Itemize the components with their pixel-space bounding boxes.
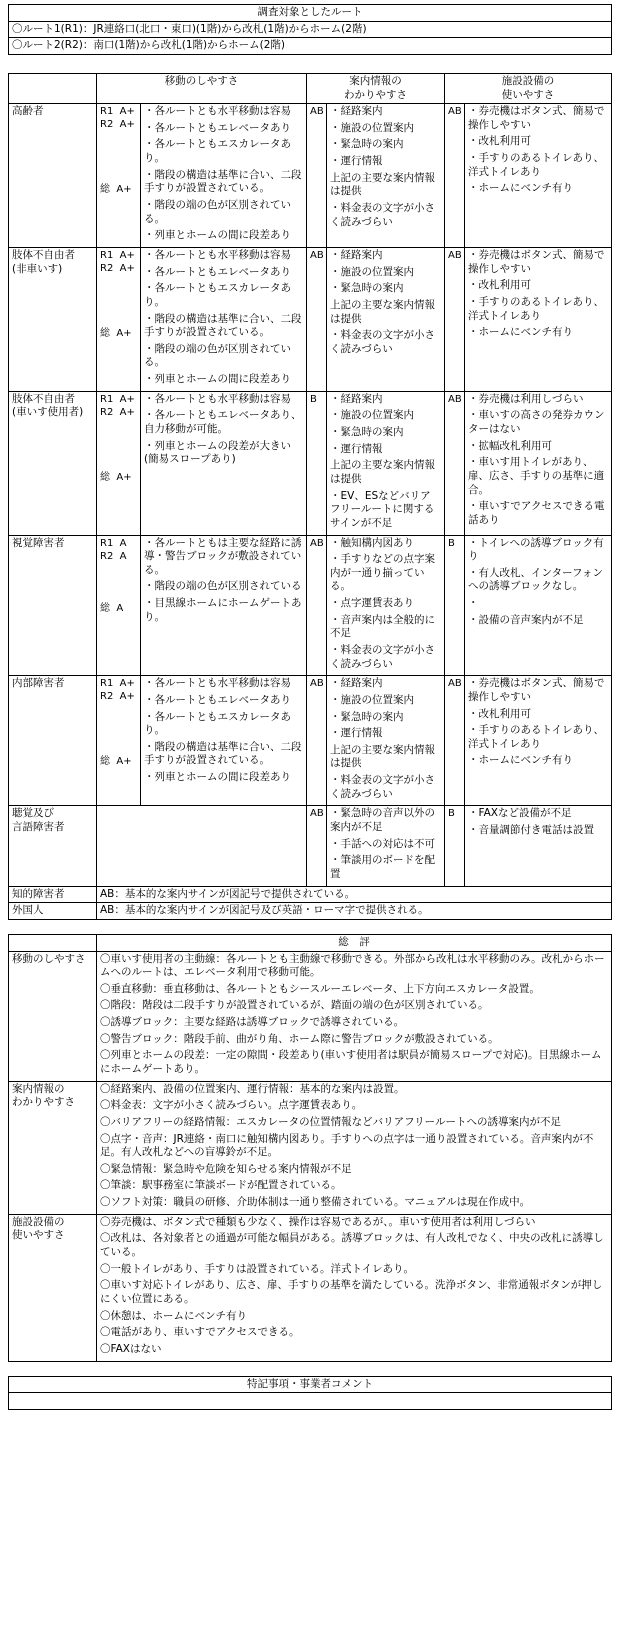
- remarks-header: 特記事項・事業者コメント: [9, 1376, 612, 1393]
- info-note: ・料金表の文字が小さく読みづらい: [330, 643, 435, 670]
- summary-item: 〇経路案内、設備の位置案内、運行情報：基本的な案内は設置。: [100, 1082, 405, 1095]
- facility-note: ・音量調節付き電話は設置: [468, 824, 594, 837]
- facility-note: ・改札利用可: [468, 135, 531, 148]
- summary-header: 総 評: [97, 934, 612, 951]
- info-note: ・経路案内: [330, 392, 383, 405]
- mobility-note: ・階段の端の色が区別されている: [144, 580, 302, 593]
- mobility-rating: R1 A+ R2 A+ 総 A+: [97, 104, 141, 248]
- mobility-rating: R1 A+ R2 A+ 総 A+: [97, 391, 141, 535]
- evaluation-row: [9, 676, 612, 806]
- facility-note: ・設備の音声案内が不足: [468, 613, 584, 626]
- summary-label: 案内情報の わかりやすさ: [9, 1081, 97, 1214]
- info-note: ・経路案内: [330, 248, 383, 261]
- evaluation-row: [9, 104, 612, 248]
- facility-rating: AB: [445, 104, 465, 248]
- mobility-note: ・各ルートとも水平移動は容易: [144, 105, 291, 118]
- facility-note: ・ホームにベンチ有り: [468, 182, 573, 195]
- mobility-blank: [97, 806, 307, 886]
- mobility-note: ・階段の構造は基準に合い、二段手すりが設置されている。: [144, 312, 302, 339]
- info-note: ・施設の位置案内: [330, 693, 414, 706]
- summary-item: 〇緊急情報：緊急時や危険を知らせる案内情報が不足: [100, 1162, 352, 1175]
- info-note: 上記の主要な案内情報は提供: [330, 459, 435, 485]
- header-mobility: 移動のしやすさ: [97, 73, 307, 103]
- mobility-note: ・各ルートともエレベータあり: [144, 693, 291, 706]
- facility-rating: AB: [445, 391, 465, 535]
- mobility-note: ・各ルートとも水平移動は容易: [144, 248, 291, 261]
- info-note: ・緊急時の案内: [330, 710, 404, 723]
- info-rating: AB: [307, 247, 327, 391]
- info-note: ・触知構内図あり: [330, 536, 414, 549]
- user-group: 視覚障害者: [9, 535, 97, 676]
- info-rating: AB: [307, 104, 327, 248]
- info-note: 上記の主要な案内情報は提供: [330, 743, 435, 770]
- summary-label: 施設設備の 使いやすさ: [9, 1214, 97, 1361]
- evaluation-row: [9, 247, 612, 391]
- info-rating: AB: [307, 676, 327, 806]
- summary-item: 〇改札は、各対象者との通過が可能な幅員がある。誘導ブロックは、有人改札でなく、中央の改札に誘導している。: [100, 1232, 604, 1259]
- info-note: ・緊急時の音声以外の案内が不足: [330, 807, 435, 834]
- mobility-note: ・階段の構造は基準に合い、二段手すりが設置されている。: [144, 740, 302, 767]
- facility-note: ・券売機はボタン式、簡易で操作しやすい: [468, 677, 605, 703]
- facility-rating: B: [445, 535, 465, 676]
- facility-note: ・券売機は利用しづらい: [468, 392, 584, 405]
- summary-item: 〇誘導ブロック：主要な経路は誘導ブロックで誘導されている。: [100, 1016, 405, 1029]
- facility-note: ・手すりのあるトイレあり、洋式トイレあり: [468, 724, 604, 750]
- info-rating: B: [307, 391, 327, 535]
- summary-item: 〇警告ブロック：階段手前、曲がり角、ホーム際に警告ブロックが敷設されている。: [100, 1032, 499, 1045]
- mobility-note: ・列車とホームの間に段差あり: [144, 229, 291, 242]
- info-note: ・運行情報: [330, 155, 383, 168]
- user-group: 外国人: [9, 903, 97, 920]
- facility-note: ・券売機はボタン式、簡易で操作しやすい: [468, 248, 605, 275]
- facility-note: ・改札利用可: [468, 279, 531, 292]
- mobility-note: ・階段の端の色が区別されている。: [144, 199, 291, 225]
- summary-items: [97, 951, 612, 1081]
- mobility-note: ・各ルートともエスカレータあり。: [144, 710, 291, 737]
- user-group: 肢体不自由者 (車いす使用者): [9, 391, 97, 535]
- group-note: AB：基本的な案内サインが図記号で提供されている。: [97, 886, 612, 903]
- info-note: ・運行情報: [330, 727, 383, 740]
- mobility-note: ・各ルートともエレベータあり、自力移動が可能。: [144, 409, 302, 436]
- summary-item: 〇ソフト対策：職員の研修、介助体制は一通り整備されている。マニュアルは現在作成中。: [100, 1196, 531, 1209]
- mobility-note: ・目黒線ホームにホームゲートあり。: [144, 597, 302, 623]
- summary-header-blank: [9, 934, 97, 951]
- summary-item: 〇電話があり、車いすでアクセスできる。: [100, 1326, 300, 1339]
- summary-item: 〇券売機は、ボタン式で種類も少なく、操作は容易であるが、。車いす使用者は利用しづらい: [100, 1215, 536, 1228]
- summary-item: 〇バリアフリーの経路情報：エスカレータの位置情報などバリアフリールートへの誘導案内が不足: [100, 1115, 561, 1128]
- facility-notes: [465, 676, 612, 806]
- info-note: ・手話への対応は不可: [330, 837, 435, 850]
- summary-item: 〇FAXはない: [100, 1342, 162, 1355]
- info-note: ・施設の位置案内: [330, 265, 414, 278]
- mobility-note: ・各ルートともエスカレータあり。: [144, 282, 291, 308]
- mobility-rating: R1 A R2 A 総 A: [97, 535, 141, 676]
- info-rating: AB: [307, 535, 327, 676]
- info-note: ・料金表の文字が小さく読みづらい: [330, 329, 435, 355]
- summary-item: 〇一般トイレがあり、手すりは設置されている。洋式トイレあり。: [100, 1262, 414, 1275]
- facility-note: ・車いすの高さの発券カウンターはない: [468, 409, 605, 436]
- facility-note: ・ホームにベンチ有り: [468, 754, 573, 767]
- user-group: 高齢者: [9, 104, 97, 248]
- mobility-note: ・列車とホームの間に段差あり: [144, 771, 291, 784]
- facility-note: ・改札利用可: [468, 707, 531, 720]
- info-notes: [327, 391, 445, 535]
- summary-item: 〇垂直移動：垂直移動は、各ルートともシースルーエレベータ、上下方向エスカレータ設置。: [100, 982, 540, 995]
- mobility-note: ・各ルートともエスカレータあり。: [144, 138, 291, 165]
- summary-items: [97, 1214, 612, 1361]
- facility-rating: AB: [445, 247, 465, 391]
- summary-item: 〇車いす対応トイレがあり、広さ、扉、手すりの基準を満たしている。洗浄ボタン、非常通報ボタンが押しにくい位置にある。: [100, 1279, 603, 1305]
- info-note: ・音声案内は全般的に不足: [330, 613, 435, 640]
- user-group: 肢体不自由者 (非車いす): [9, 247, 97, 391]
- mobility-notes: [141, 247, 307, 391]
- evaluation-header-row: [9, 73, 612, 103]
- facility-rating: AB: [445, 676, 465, 806]
- summary-row: [9, 951, 612, 1081]
- evaluation-table: [8, 73, 612, 920]
- facility-note: ・拡幅改札利用可: [468, 439, 552, 452]
- remarks-body: [9, 1393, 612, 1410]
- info-note: ・緊急時の案内: [330, 282, 404, 295]
- info-note: ・緊急時の案内: [330, 426, 404, 439]
- mobility-notes: [141, 391, 307, 535]
- survey-title: 調査対象としたルート: [9, 5, 612, 22]
- mobility-note: ・列車とホームの間に段差あり: [144, 373, 291, 386]
- mobility-note: ・各ルートとも水平移動は容易: [144, 392, 291, 405]
- mobility-notes: [141, 676, 307, 806]
- info-note: ・筆談用のボードを配置: [330, 854, 435, 880]
- mobility-rating: R1 A+ R2 A+ 総 A+: [97, 247, 141, 391]
- summary-row: [9, 1214, 612, 1361]
- facility-note: ・: [468, 597, 479, 610]
- user-group: 知的障害者: [9, 886, 97, 903]
- facility-note: ・券売機はボタン式、簡易で操作しやすい: [468, 105, 605, 131]
- mobility-note: ・列車とホームの段差が大きい(簡易スロープあり): [144, 439, 291, 466]
- facility-notes: [465, 247, 612, 391]
- facility-notes: [465, 806, 612, 886]
- mobility-rating: R1 A+ R2 A+ 総 A+: [97, 676, 141, 806]
- facility-note: ・手すりのあるトイレあり、洋式トイレあり: [468, 152, 604, 178]
- group-note: AB：基本的な案内サインが図記号及び英語・ローマ字で提供される。: [97, 903, 612, 920]
- summary-label: 移動のしやすさ: [9, 951, 97, 1081]
- info-note: 上記の主要な案内情報は提供: [330, 171, 435, 198]
- summary-item: 〇階段：階段は二段手すりが設置されているが、踏面の端の色が区別されている。: [100, 999, 489, 1012]
- facility-note: ・ホームにベンチ有り: [468, 326, 573, 339]
- header-facility: 施設設備の 使いやすさ: [445, 73, 612, 103]
- mobility-note: ・各ルートともは主要な経路に誘導・警告ブロックが敷設されている。: [144, 536, 302, 576]
- facility-notes: [465, 104, 612, 248]
- info-rating: AB: [307, 806, 327, 886]
- facility-note: ・車いす用トイレがあり、扉、広さ、手すりの基準に適合。: [468, 456, 605, 496]
- mobility-notes: [141, 104, 307, 248]
- evaluation-row: [9, 391, 612, 535]
- info-note: ・料金表の文字が小さく読みづらい: [330, 202, 435, 228]
- summary-item: 〇点字・音声：JR連絡・南口に触知構内図あり。手すりへの点字は一通り設置されている。音声案内が不足。有人改札などへの盲導鈴が不足。: [100, 1132, 594, 1159]
- facility-note: ・手すりのあるトイレあり、洋式トイレあり: [468, 295, 604, 322]
- survey-routes-table: [8, 4, 612, 55]
- mobility-note: ・各ルートとも水平移動は容易: [144, 677, 291, 690]
- evaluation-row-foreigner: [9, 903, 612, 920]
- info-notes: [327, 247, 445, 391]
- mobility-note: ・各ルートともエレベータあり: [144, 265, 291, 278]
- info-note: ・手すりなどの点字案内が一通り揃っている。: [330, 553, 435, 593]
- route-2: 〇ルート2(R2)：南口(1階)から改札(1階)からホーム(2階): [9, 38, 612, 55]
- info-note: 上記の主要な案内情報は提供: [330, 298, 435, 325]
- info-notes: [327, 104, 445, 248]
- mobility-notes: [141, 535, 307, 676]
- mobility-note: ・階段の端の色が区別されている。: [144, 342, 291, 369]
- info-notes: [327, 676, 445, 806]
- info-note: ・EV、ESなどバリアフリールートに関するサインが不足: [330, 489, 435, 529]
- info-note: ・経路案内: [330, 105, 383, 118]
- remarks-table: [8, 1376, 612, 1411]
- info-note: ・点字運賃表あり: [330, 597, 414, 610]
- info-note: ・料金表の文字が小さく読みづらい: [330, 774, 435, 800]
- summary-item: 〇車いす使用者の主動線：各ルートとも主動線で移動できる。外部から改札は水平移動のみ。改札からホームへのルートは、エレベータ利用で移動可能。: [100, 952, 605, 979]
- evaluation-row-intellectual: [9, 886, 612, 903]
- summary-items: [97, 1081, 612, 1214]
- info-note: ・運行情報: [330, 442, 383, 455]
- evaluation-row: [9, 535, 612, 676]
- summary-item: 〇料金表：文字が小さく読みづらい。点字運賃表あり。: [100, 1099, 363, 1112]
- summary-table: [8, 934, 612, 1362]
- info-note: ・緊急時の案内: [330, 138, 404, 151]
- facility-note: ・有人改札、インターフォンへの誘導ブロックなし。: [468, 566, 604, 593]
- summary-item: 〇列車とホームの段差：一定の隙間・段差あり(車いす使用者は駅員が簡易スロープで対応)。目黒線ホームにホームゲートあり。: [100, 1049, 602, 1075]
- facility-note: ・FAXなど設備が不足: [468, 807, 572, 820]
- info-notes: [327, 535, 445, 676]
- evaluation-row: [9, 806, 612, 886]
- route-1: 〇ルート1(R1)：JR連絡口(北口・東口)(1階)から改札(1階)からホーム(2階): [9, 21, 612, 38]
- facility-notes: [465, 535, 612, 676]
- header-info: 案内情報の わかりやすさ: [307, 73, 445, 103]
- user-group: 内部障害者: [9, 676, 97, 806]
- summary-item: 〇休憩は、ホームにベンチ有り: [100, 1309, 247, 1322]
- facility-rating: B: [445, 806, 465, 886]
- info-notes: [327, 806, 445, 886]
- info-note: ・施設の位置案内: [330, 409, 414, 422]
- facility-notes: [465, 391, 612, 535]
- summary-row: [9, 1081, 612, 1214]
- summary-item: 〇筆談：駅事務室に筆談ボードが配置されている。: [100, 1179, 342, 1192]
- facility-note: ・車いすでアクセスできる電話あり: [468, 500, 605, 526]
- facility-note: ・トイレへの誘導ブロック有り: [468, 536, 604, 563]
- user-group: 聴覚及び 言語障害者: [9, 806, 97, 886]
- info-note: ・施設の位置案内: [330, 121, 414, 134]
- info-note: ・経路案内: [330, 677, 383, 690]
- mobility-note: ・各ルートともエレベータあり: [144, 121, 291, 134]
- header-blank: [9, 73, 97, 103]
- mobility-note: ・階段の構造は基準に合い、二段手すりが設置されている。: [144, 168, 302, 195]
